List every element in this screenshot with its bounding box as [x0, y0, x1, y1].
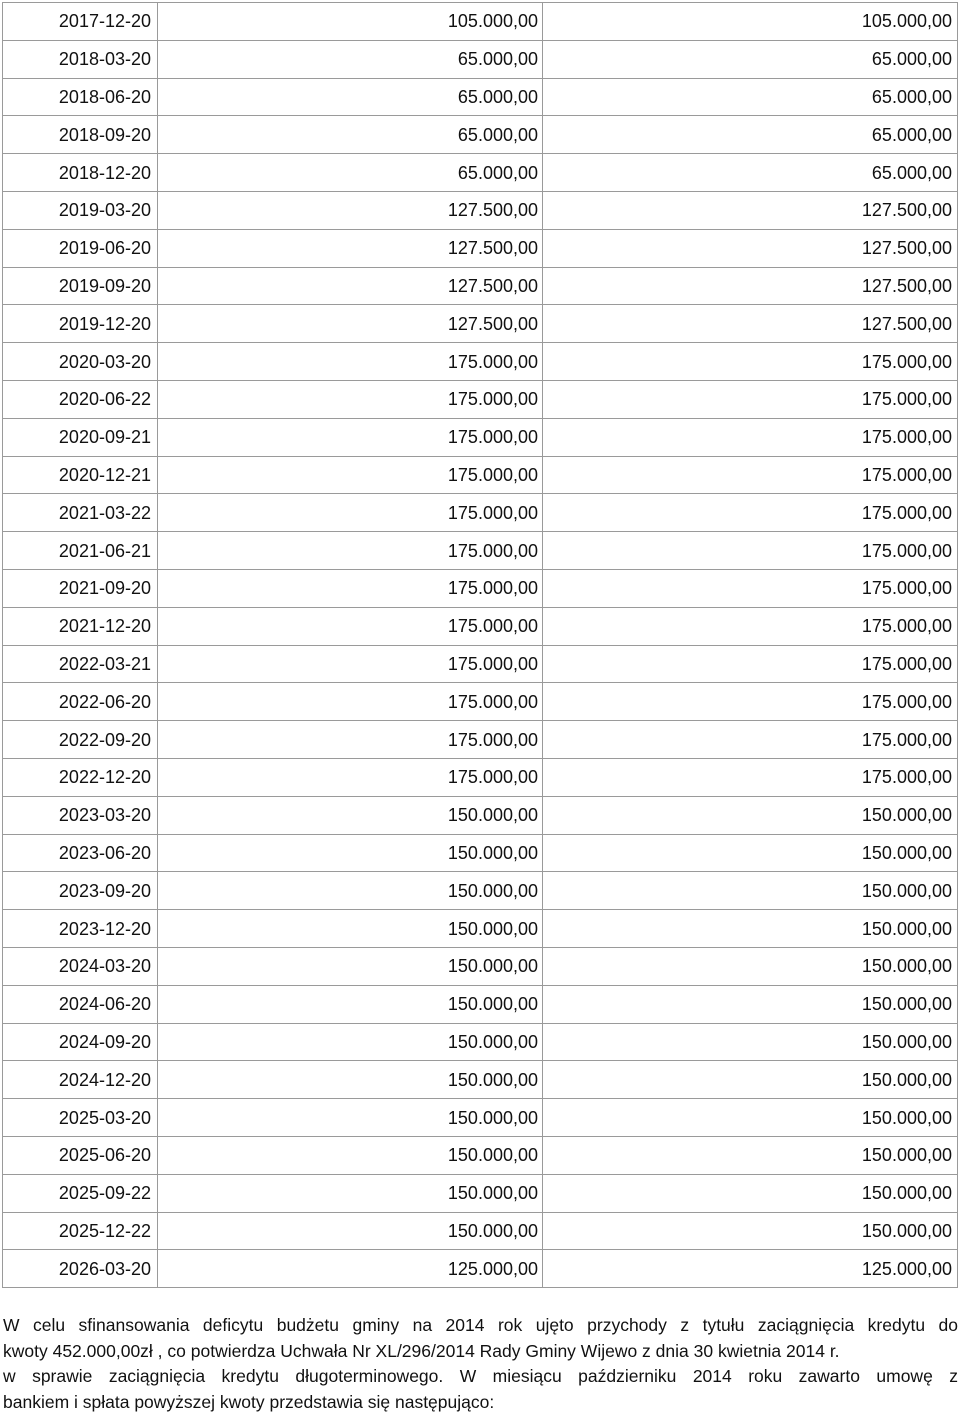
- payment-date-cell: 2022-03-21: [3, 645, 158, 683]
- payment-date-cell: 2021-12-20: [3, 607, 158, 645]
- table-row: [3, 229, 958, 267]
- payment-date-cell: 2023-06-20: [3, 834, 158, 872]
- payment-amount-cell: 105.000,00: [158, 3, 543, 41]
- table-row: [3, 191, 958, 229]
- note-line: kwoty 452.000,00zł , co potwierdza Uchwała Nr XL/296/2014 Rady Gminy Wijewo z dnia 30 kwietnia 2014 r.: [3, 1340, 840, 1361]
- payment-total-cell: 125.000,00: [543, 1250, 958, 1288]
- payment-total-cell: 150.000,00: [543, 1023, 958, 1061]
- loan-note-paragraph: [3, 1313, 958, 1415]
- table-row: [3, 305, 958, 343]
- table-row: [3, 343, 958, 381]
- note-line: W celu sfinansowania deficytu budżetu gminy na 2014 rok ujęto przychody z tytułu zaciągnięcia kredytu do: [3, 1315, 958, 1335]
- payment-total-cell: 150.000,00: [543, 1136, 958, 1174]
- payment-total-cell: 175.000,00: [543, 758, 958, 796]
- payment-total-cell: 175.000,00: [543, 607, 958, 645]
- table-row: [3, 380, 958, 418]
- payment-total-cell: 127.500,00: [543, 191, 958, 229]
- payment-total-cell: 150.000,00: [543, 834, 958, 872]
- payment-date-cell: 2018-06-20: [3, 78, 158, 116]
- payment-amount-cell: 150.000,00: [158, 947, 543, 985]
- note-line: w sprawie zaciągnięcia kredytu długoterminowego. W miesiącu październiku 2014 roku zawarto umowę z: [3, 1366, 958, 1386]
- payment-date-cell: 2024-09-20: [3, 1023, 158, 1061]
- payment-amount-cell: 175.000,00: [158, 683, 543, 721]
- payment-total-cell: 150.000,00: [543, 947, 958, 985]
- payment-date-cell: 2018-03-20: [3, 40, 158, 78]
- payment-amount-cell: 65.000,00: [158, 40, 543, 78]
- payment-date-cell: 2022-12-20: [3, 758, 158, 796]
- table-row: [3, 834, 958, 872]
- payment-amount-cell: 175.000,00: [158, 456, 543, 494]
- table-row: [3, 116, 958, 154]
- payment-total-cell: 65.000,00: [543, 154, 958, 192]
- table-row: [3, 985, 958, 1023]
- table-row: [3, 1174, 958, 1212]
- table-row: [3, 1136, 958, 1174]
- payment-date-cell: 2022-09-20: [3, 721, 158, 759]
- payment-total-cell: 150.000,00: [543, 872, 958, 910]
- payment-amount-cell: 175.000,00: [158, 645, 543, 683]
- payment-amount-cell: 150.000,00: [158, 910, 543, 948]
- table-row: [3, 721, 958, 759]
- table-row: [3, 758, 958, 796]
- payment-amount-cell: 150.000,00: [158, 1099, 543, 1137]
- table-row: [3, 1023, 958, 1061]
- payment-amount-cell: 65.000,00: [158, 154, 543, 192]
- repayment-schedule-body: [3, 3, 958, 1288]
- payment-total-cell: 150.000,00: [543, 796, 958, 834]
- table-row: [3, 1250, 958, 1288]
- table-row: [3, 1061, 958, 1099]
- payment-amount-cell: 150.000,00: [158, 796, 543, 834]
- payment-date-cell: 2019-06-20: [3, 229, 158, 267]
- payment-total-cell: 150.000,00: [543, 1174, 958, 1212]
- payment-date-cell: 2023-09-20: [3, 872, 158, 910]
- payment-date-cell: 2017-12-20: [3, 3, 158, 41]
- payment-date-cell: 2018-12-20: [3, 154, 158, 192]
- payment-date-cell: 2020-03-20: [3, 343, 158, 381]
- payment-amount-cell: 150.000,00: [158, 985, 543, 1023]
- table-row: [3, 569, 958, 607]
- table-row: [3, 532, 958, 570]
- payment-date-cell: 2023-03-20: [3, 796, 158, 834]
- table-row: [3, 947, 958, 985]
- payment-amount-cell: 125.000,00: [158, 1250, 543, 1288]
- payment-date-cell: 2019-09-20: [3, 267, 158, 305]
- payment-amount-cell: 65.000,00: [158, 78, 543, 116]
- payment-amount-cell: 150.000,00: [158, 834, 543, 872]
- payment-date-cell: 2026-03-20: [3, 1250, 158, 1288]
- payment-date-cell: 2018-09-20: [3, 116, 158, 154]
- table-row: [3, 683, 958, 721]
- table-row: [3, 267, 958, 305]
- payment-total-cell: 127.500,00: [543, 229, 958, 267]
- payment-total-cell: 127.500,00: [543, 305, 958, 343]
- payment-amount-cell: 175.000,00: [158, 532, 543, 570]
- payment-total-cell: 175.000,00: [543, 532, 958, 570]
- payment-date-cell: 2021-06-21: [3, 532, 158, 570]
- payment-date-cell: 2022-06-20: [3, 683, 158, 721]
- table-row: [3, 78, 958, 116]
- payment-amount-cell: 150.000,00: [158, 1136, 543, 1174]
- table-row: [3, 494, 958, 532]
- payment-amount-cell: 175.000,00: [158, 380, 543, 418]
- table-row: [3, 645, 958, 683]
- payment-amount-cell: 127.500,00: [158, 267, 543, 305]
- payment-total-cell: 150.000,00: [543, 985, 958, 1023]
- payment-date-cell: 2024-03-20: [3, 947, 158, 985]
- payment-total-cell: 175.000,00: [543, 683, 958, 721]
- payment-date-cell: 2024-06-20: [3, 985, 158, 1023]
- payment-total-cell: 175.000,00: [543, 494, 958, 532]
- table-row: [3, 1212, 958, 1250]
- payment-total-cell: 175.000,00: [543, 721, 958, 759]
- payment-amount-cell: 127.500,00: [158, 191, 543, 229]
- table-row: [3, 456, 958, 494]
- payment-total-cell: 65.000,00: [543, 40, 958, 78]
- payment-total-cell: 150.000,00: [543, 1212, 958, 1250]
- payment-total-cell: 175.000,00: [543, 418, 958, 456]
- payment-amount-cell: 175.000,00: [158, 343, 543, 381]
- payment-amount-cell: 175.000,00: [158, 721, 543, 759]
- payment-date-cell: 2020-09-21: [3, 418, 158, 456]
- payment-total-cell: 175.000,00: [543, 456, 958, 494]
- table-row: [3, 910, 958, 948]
- table-row: [3, 1099, 958, 1137]
- payment-date-cell: 2021-03-22: [3, 494, 158, 532]
- payment-total-cell: 175.000,00: [543, 380, 958, 418]
- payment-amount-cell: 175.000,00: [158, 494, 543, 532]
- payment-amount-cell: 127.500,00: [158, 229, 543, 267]
- payment-date-cell: 2025-06-20: [3, 1136, 158, 1174]
- note-line: bankiem i spłata powyższej kwoty przedstawia się następująco:: [3, 1391, 495, 1412]
- table-row: [3, 872, 958, 910]
- payment-date-cell: 2019-03-20: [3, 191, 158, 229]
- payment-amount-cell: 65.000,00: [158, 116, 543, 154]
- payment-amount-cell: 175.000,00: [158, 569, 543, 607]
- table-row: [3, 796, 958, 834]
- payment-amount-cell: 150.000,00: [158, 1061, 543, 1099]
- payment-total-cell: 175.000,00: [543, 645, 958, 683]
- repayment-schedule-table: [2, 2, 958, 1288]
- payment-date-cell: 2021-09-20: [3, 569, 158, 607]
- payment-date-cell: 2020-12-21: [3, 456, 158, 494]
- payment-amount-cell: 175.000,00: [158, 607, 543, 645]
- payment-amount-cell: 150.000,00: [158, 1023, 543, 1061]
- payment-total-cell: 175.000,00: [543, 569, 958, 607]
- payment-date-cell: 2025-03-20: [3, 1099, 158, 1137]
- table-row: [3, 154, 958, 192]
- payment-total-cell: 65.000,00: [543, 78, 958, 116]
- table-row: [3, 3, 958, 41]
- payment-amount-cell: 127.500,00: [158, 305, 543, 343]
- payment-amount-cell: 175.000,00: [158, 758, 543, 796]
- payment-total-cell: 150.000,00: [543, 1099, 958, 1137]
- table-row: [3, 607, 958, 645]
- table-row: [3, 418, 958, 456]
- payment-amount-cell: 150.000,00: [158, 1212, 543, 1250]
- payment-total-cell: 65.000,00: [543, 116, 958, 154]
- payment-total-cell: 127.500,00: [543, 267, 958, 305]
- payment-date-cell: 2025-09-22: [3, 1174, 158, 1212]
- payment-date-cell: 2024-12-20: [3, 1061, 158, 1099]
- payment-amount-cell: 150.000,00: [158, 1174, 543, 1212]
- payment-total-cell: 175.000,00: [543, 343, 958, 381]
- payment-date-cell: 2025-12-22: [3, 1212, 158, 1250]
- payment-date-cell: 2020-06-22: [3, 380, 158, 418]
- payment-total-cell: 105.000,00: [543, 3, 958, 41]
- payment-date-cell: 2023-12-20: [3, 910, 158, 948]
- payment-amount-cell: 175.000,00: [158, 418, 543, 456]
- payment-total-cell: 150.000,00: [543, 910, 958, 948]
- payment-total-cell: 150.000,00: [543, 1061, 958, 1099]
- table-row: [3, 40, 958, 78]
- payment-amount-cell: 150.000,00: [158, 872, 543, 910]
- payment-date-cell: 2019-12-20: [3, 305, 158, 343]
